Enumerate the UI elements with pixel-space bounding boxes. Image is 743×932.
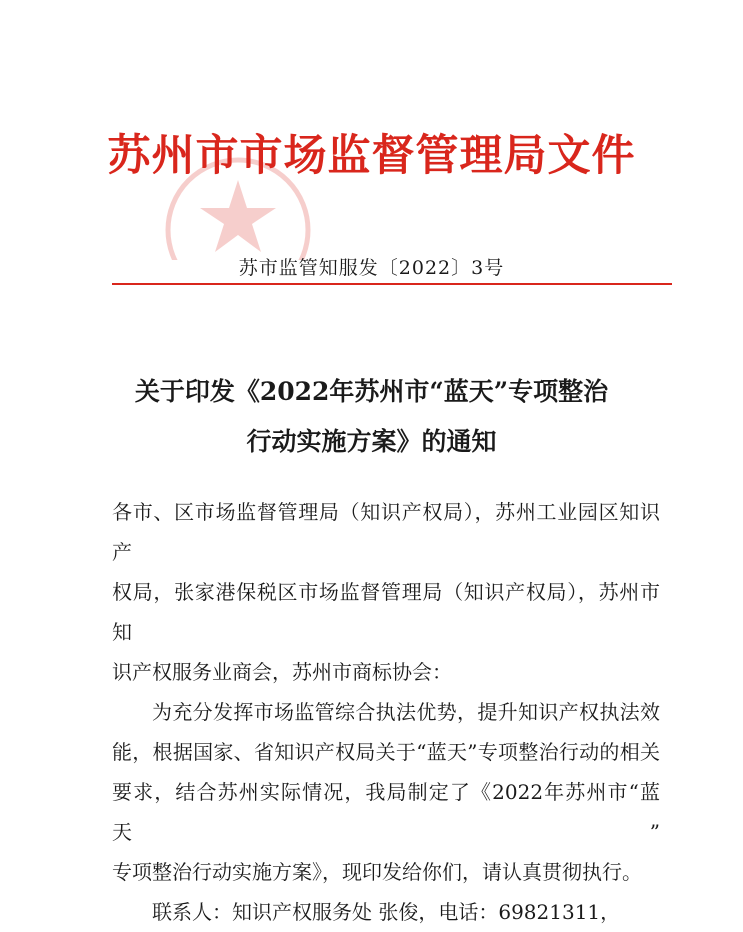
- recipients-line: 各市、区市场监督管理局（知识产权局），苏州工业园区知识产: [112, 500, 660, 564]
- paragraph-line: 为充分发挥市场监管综合执法优势，提升知识产权执法效: [152, 700, 660, 724]
- notice-title-line: 关于印发《2022年苏州市“蓝天”专项整治: [134, 377, 609, 406]
- header-divider: [112, 283, 672, 285]
- notice-title-line: 行动实施方案》的通知: [246, 427, 497, 456]
- contact-line: 联系人：知识产权服务处 张俊，电话：69821311，: [152, 900, 621, 924]
- notice-body: [112, 492, 660, 932]
- paragraph-line: 专项整治行动实施方案》，现印发给你们，请认真贯彻执行。: [112, 860, 642, 884]
- recipients-line: 权局，张家港保税区市场监督管理局（知识产权局），苏州市知: [112, 580, 660, 644]
- document-number: 苏市监管知服发〔2022〕3号: [238, 257, 505, 279]
- issuer-header-title: 苏州市市场监督管理局文件: [107, 131, 636, 181]
- notice-title: [0, 367, 743, 467]
- recipients-line: 识产权服务业商会，苏州市商标协会：: [112, 660, 452, 684]
- paragraph-line: 要求，结合苏州实际情况，我局制定了《2022年苏州市“蓝天”: [112, 780, 660, 844]
- paragraph-line: 能，根据国家、省知识产权局关于“蓝天”专项整治行动的相关: [112, 740, 660, 764]
